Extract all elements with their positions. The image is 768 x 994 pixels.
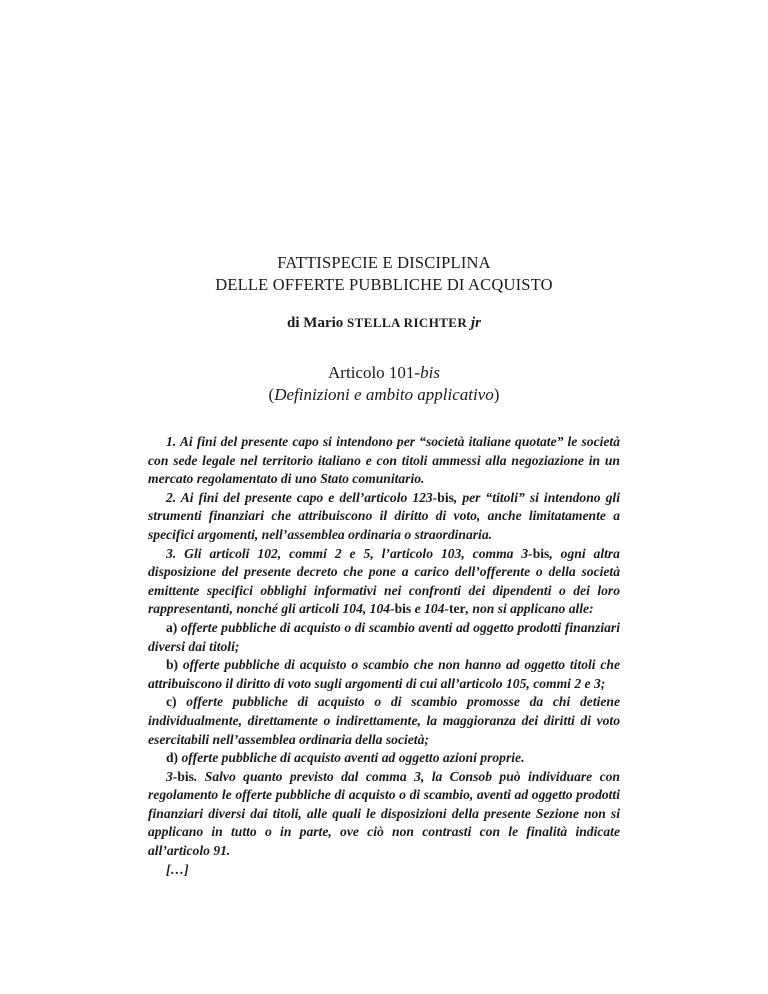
article-heading bbox=[0, 362, 768, 406]
author-line bbox=[0, 315, 768, 332]
paragraph-3-bis: 3-bis. Salvo quanto previsto dal comma 3, la Consob può individuare con regolamento le offerte pubbliche di acquisto o di scambio, aventi ad oggetto prodotti finanziari diversi dai titoli, alle quali le disposizioni della presente Sezione non si applicano in tutto o in parte, ove ciò non contrasti con le finalità indicate all’articolo 91. bbox=[148, 768, 620, 859]
list-item-b: b) offerte pubbliche di acquisto o scambio che non hanno ad oggetto titoli che attribuiscono il diritto di voto sugli argomenti di cui all’articolo 105, commi 2 e 3; bbox=[148, 657, 620, 691]
chapter-title-line-2: DELLE OFFERTE PUBBLICHE DI ACQUISTO bbox=[215, 275, 553, 294]
paragraph-1: 1. Ai fini del presente capo si intendono per “società italiane quotate” le società con sede legale nel territorio italiano e con titoli ammessi alla negoziazione in un mercato regolamentato di uno Stato comunitario. bbox=[148, 434, 620, 487]
paragraph-3: 3. Gli articoli 102, commi 2 e 5, l’articolo 103, comma 3-bis, ogni altra disposizione del presente decreto che pone a carico dell’offerente o della società emittente specifici obblighi informativi nei confronti dei dipendenti o dei loro rappresentanti, nonché gli articoli 104, 104-bis e 104-ter, non si applicano alle: bbox=[148, 545, 620, 617]
chapter-title-line-1: FATTISPECIE E DISCIPLINA bbox=[277, 253, 491, 272]
paragraph-2: 2. Ai fini del presente capo e dell’articolo 123-bis, per “titoli” si intendono gli strumenti finanziari che attribuiscono il diritto di voto, anche limitatamente a specifici argomenti, nell’assemblea ordinaria o straordinaria. bbox=[148, 489, 620, 542]
chapter-title bbox=[0, 252, 768, 296]
article-body bbox=[148, 433, 620, 879]
article-number: Articolo 101-bis bbox=[328, 363, 440, 382]
list-item-c: c) offerte pubbliche di acquisto o di scambio promosse da chi detiene individualmente, direttamente o indirettamente, la maggioranza dei diritti di voto esercitabili nell’assemblea ordinaria della società; bbox=[148, 694, 620, 747]
author-suffix: jr bbox=[470, 315, 481, 331]
article-subtitle: (Definizioni e ambito applicativo) bbox=[268, 385, 500, 404]
author-surname: STELLA RICHTER bbox=[347, 315, 468, 330]
list-item-d: d) offerte pubbliche di acquisto aventi ad oggetto azioni proprie. bbox=[166, 750, 525, 766]
author-prefix: di Mario bbox=[287, 315, 348, 331]
omission-marker: […] bbox=[166, 861, 189, 877]
list-item-a: a) offerte pubbliche di acquisto o di scambio aventi ad oggetto prodotti finanziari diversi dai titoli; bbox=[148, 619, 620, 654]
